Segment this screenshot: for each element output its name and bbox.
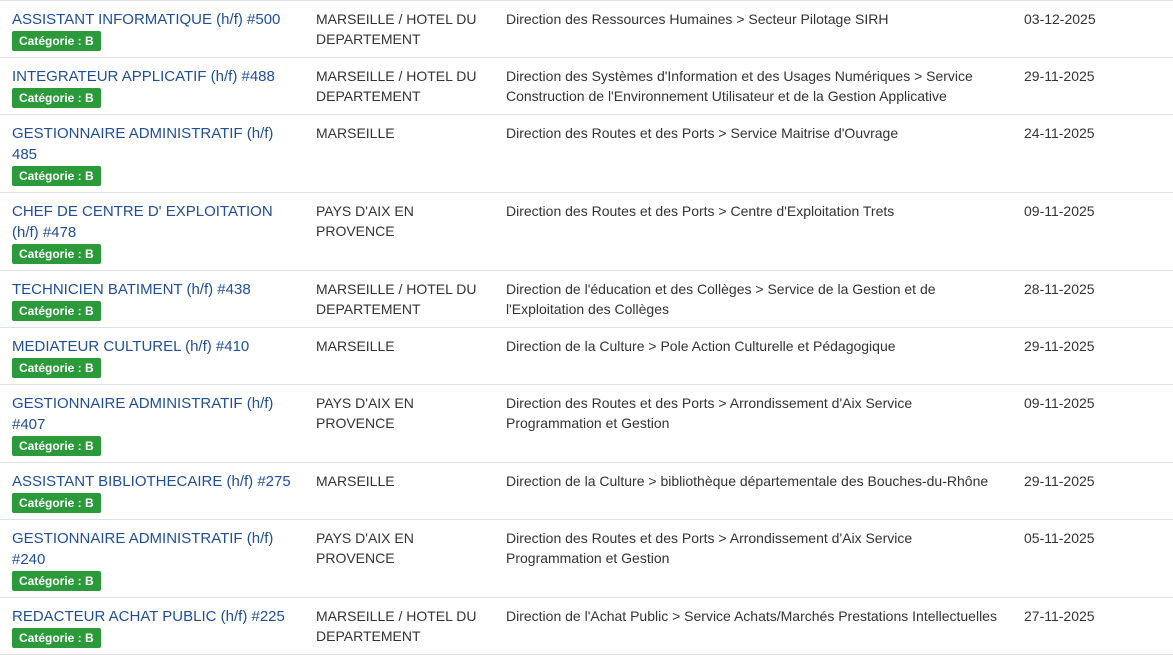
job-date: 29-11-2025	[1012, 58, 1173, 115]
category-badge: Catégorie : B	[12, 358, 101, 378]
job-title-link[interactable]: GESTIONNAIRE ADMINISTRATIF (h/f) 485	[12, 125, 274, 163]
category-badge: Catégorie : B	[12, 436, 101, 456]
job-title-cell	[0, 1, 305, 58]
job-offers-body	[0, 1, 1173, 655]
job-direction: Direction de l'Achat Public > Service Achats/Marchés Prestations Intellectuelles	[494, 598, 1012, 655]
job-title-link[interactable]: ASSISTANT INFORMATIQUE (h/f) #500	[12, 11, 281, 28]
table-row	[0, 598, 1173, 655]
job-date: 28-11-2025	[1012, 271, 1173, 328]
job-direction: Direction de l'éducation et des Collèges > Service de la Gestion et de l'Exploitation des Collèges	[494, 271, 1012, 328]
job-location: PAYS D'AIX EN PROVENCE	[305, 520, 494, 598]
table-row	[0, 463, 1173, 520]
table-row	[0, 520, 1173, 598]
job-title-cell	[0, 193, 305, 271]
job-title-link[interactable]: ASSISTANT BIBLIOTHECAIRE (h/f) #275	[12, 473, 291, 490]
job-direction: Direction des Routes et des Ports > Arrondissement d'Aix Service Programmation et Gestion	[494, 520, 1012, 598]
job-title-link[interactable]: GESTIONNAIRE ADMINISTRATIF (h/f) #407	[12, 395, 274, 433]
job-direction: Direction de la Culture > bibliothèque départementale des Bouches-du-Rhône	[494, 463, 1012, 520]
job-title-cell	[0, 520, 305, 598]
category-badge: Catégorie : B	[12, 244, 101, 264]
job-direction: Direction de la Culture > Pole Action Culturelle et Pédagogique	[494, 328, 1012, 385]
job-date: 29-11-2025	[1012, 328, 1173, 385]
category-badge: Catégorie : B	[12, 571, 101, 591]
job-direction: Direction des Systèmes d'Information et des Usages Numériques > Service Construction de l'Environnement Utilisateur et de la Gestion Applicative	[494, 58, 1012, 115]
table-row	[0, 193, 1173, 271]
job-date: 03-12-2025	[1012, 1, 1173, 58]
table-row	[0, 115, 1173, 193]
job-date: 09-11-2025	[1012, 193, 1173, 271]
job-date: 29-11-2025	[1012, 463, 1173, 520]
job-date: 27-11-2025	[1012, 598, 1173, 655]
job-location: PAYS D'AIX EN PROVENCE	[305, 193, 494, 271]
job-direction: Direction des Routes et des Ports > Centre d'Exploitation Trets	[494, 193, 1012, 271]
job-location: MARSEILLE / HOTEL DU DEPARTEMENT	[305, 271, 494, 328]
job-location: MARSEILLE	[305, 463, 494, 520]
job-location: MARSEILLE	[305, 328, 494, 385]
job-title-link[interactable]: TECHNICIEN BATIMENT (h/f) #438	[12, 281, 251, 298]
job-title-link[interactable]: CHEF DE CENTRE D' EXPLOITATION (h/f) #478	[12, 203, 273, 241]
table-row	[0, 1, 1173, 58]
job-direction: Direction des Ressources Humaines > Secteur Pilotage SIRH	[494, 1, 1012, 58]
table-row	[0, 58, 1173, 115]
job-title-cell	[0, 463, 305, 520]
job-direction: Direction des Routes et des Ports > Service Maitrise d'Ouvrage	[494, 115, 1012, 193]
table-row	[0, 328, 1173, 385]
category-badge: Catégorie : B	[12, 628, 101, 648]
job-title-link[interactable]: MEDIATEUR CULTUREL (h/f) #410	[12, 338, 250, 355]
job-direction: Direction des Routes et des Ports > Arrondissement d'Aix Service Programmation et Gestion	[494, 385, 1012, 463]
job-location: MARSEILLE / HOTEL DU DEPARTEMENT	[305, 58, 494, 115]
job-location: MARSEILLE / HOTEL DU DEPARTEMENT	[305, 598, 494, 655]
job-title-cell	[0, 115, 305, 193]
category-badge: Catégorie : B	[12, 301, 101, 321]
category-badge: Catégorie : B	[12, 88, 101, 108]
table-row	[0, 271, 1173, 328]
job-title-cell	[0, 271, 305, 328]
job-title-link[interactable]: REDACTEUR ACHAT PUBLIC (h/f) #225	[12, 608, 285, 625]
job-date: 24-11-2025	[1012, 115, 1173, 193]
job-location: MARSEILLE / HOTEL DU DEPARTEMENT	[305, 1, 494, 58]
job-date: 09-11-2025	[1012, 385, 1173, 463]
job-title-cell	[0, 58, 305, 115]
job-title-cell	[0, 598, 305, 655]
category-badge: Catégorie : B	[12, 166, 101, 186]
job-title-cell	[0, 328, 305, 385]
job-title-cell	[0, 385, 305, 463]
job-location: PAYS D'AIX EN PROVENCE	[305, 385, 494, 463]
category-badge: Catégorie : B	[12, 31, 101, 51]
category-badge: Catégorie : B	[12, 493, 101, 513]
job-title-link[interactable]: INTEGRATEUR APPLICATIF (h/f) #488	[12, 68, 275, 85]
job-title-link[interactable]: GESTIONNAIRE ADMINISTRATIF (h/f) #240	[12, 530, 274, 568]
job-location: MARSEILLE	[305, 115, 494, 193]
table-row	[0, 385, 1173, 463]
job-date: 05-11-2025	[1012, 520, 1173, 598]
